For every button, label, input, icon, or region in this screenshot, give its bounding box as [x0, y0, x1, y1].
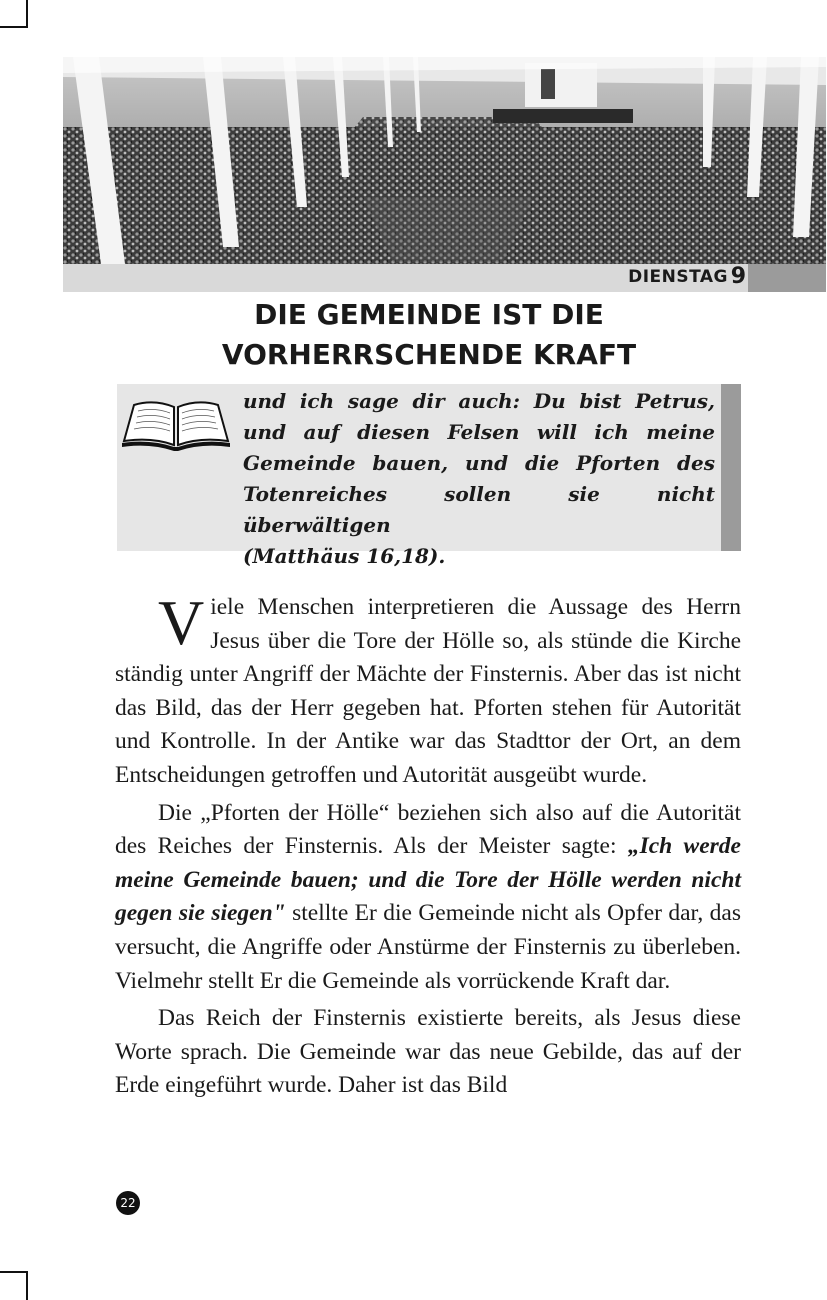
verse-text-block	[243, 386, 715, 572]
open-book-icon	[120, 395, 232, 453]
page-title	[63, 295, 795, 375]
verse-box-bar	[721, 384, 741, 551]
paragraph-2-text-after: stellte Er die Gemeinde nicht als Opfer dar, das versucht, die Angriffe oder Anstürme der Finsternis zu überleben. Vielmehr stellt Er die Gemeinde als vorrückende Kraft dar.	[115, 900, 742, 994]
paragraph-1-text: iele Menschen interpretieren die Aussage des Herrn Jesus über die Tore der Hölle so, als stünde die Kirche ständig unter Angriff der Mächte der Finsternis. Aber das ist nicht das Bild, das der Herr gegeben hat. Pforten stehen für Autorität und Kontrolle. In der Antike war das Stadttor der Ort, an dem Entscheidungen getroffen und Autorität ausgeübt wurde.	[115, 594, 741, 788]
day-band-accent	[748, 264, 826, 292]
verse-text: und ich sage dir auch: Du bist Petrus, und auf diesen Felsen will ich meine Gemeinde bauen, und die Pforten des Totenreiches sollen sie nicht überwältigen	[243, 389, 715, 537]
drop-cap: V	[158, 587, 205, 658]
day-number: 9	[730, 264, 746, 289]
weekday-label: DIENSTAG	[628, 267, 728, 287]
day-band	[63, 264, 826, 292]
paragraph-2	[115, 797, 741, 999]
paragraph-1	[115, 587, 741, 793]
page-number: 22	[116, 1191, 140, 1215]
title-line-1: DIE GEMEINDE IST DIE	[254, 298, 604, 331]
crop-mark-bottom-vertical	[26, 1271, 28, 1300]
crop-mark-bottom	[0, 1271, 27, 1273]
paragraph-2-text-before: Die „Pforten der Hölle“ beziehen sich also auf die Autorität des Reiches der Finsternis. Als der Meister sagte:	[115, 799, 741, 860]
paragraph-3: Das Reich der Finsternis existierte bereits, als Jesus diese Worte sprach. Die Gemeinde war das neue Gebilde, das auf der Erde eingeführt wurde. Daher ist das Bild	[115, 1005, 741, 1099]
header-photo	[63, 57, 826, 264]
body-text	[115, 587, 742, 1107]
title-line-2: VORHERRSCHENDE KRAFT	[221, 338, 637, 371]
crop-mark-top	[0, 26, 27, 28]
crop-mark-top-vertical	[26, 0, 28, 28]
paragraph-2-quote: „Ich werde meine Gemeinde bauen; und die Tore der Hölle werden nicht gegen sie siegen"	[115, 833, 741, 927]
verse-reference: (Matthäus 16,18).	[243, 544, 446, 568]
